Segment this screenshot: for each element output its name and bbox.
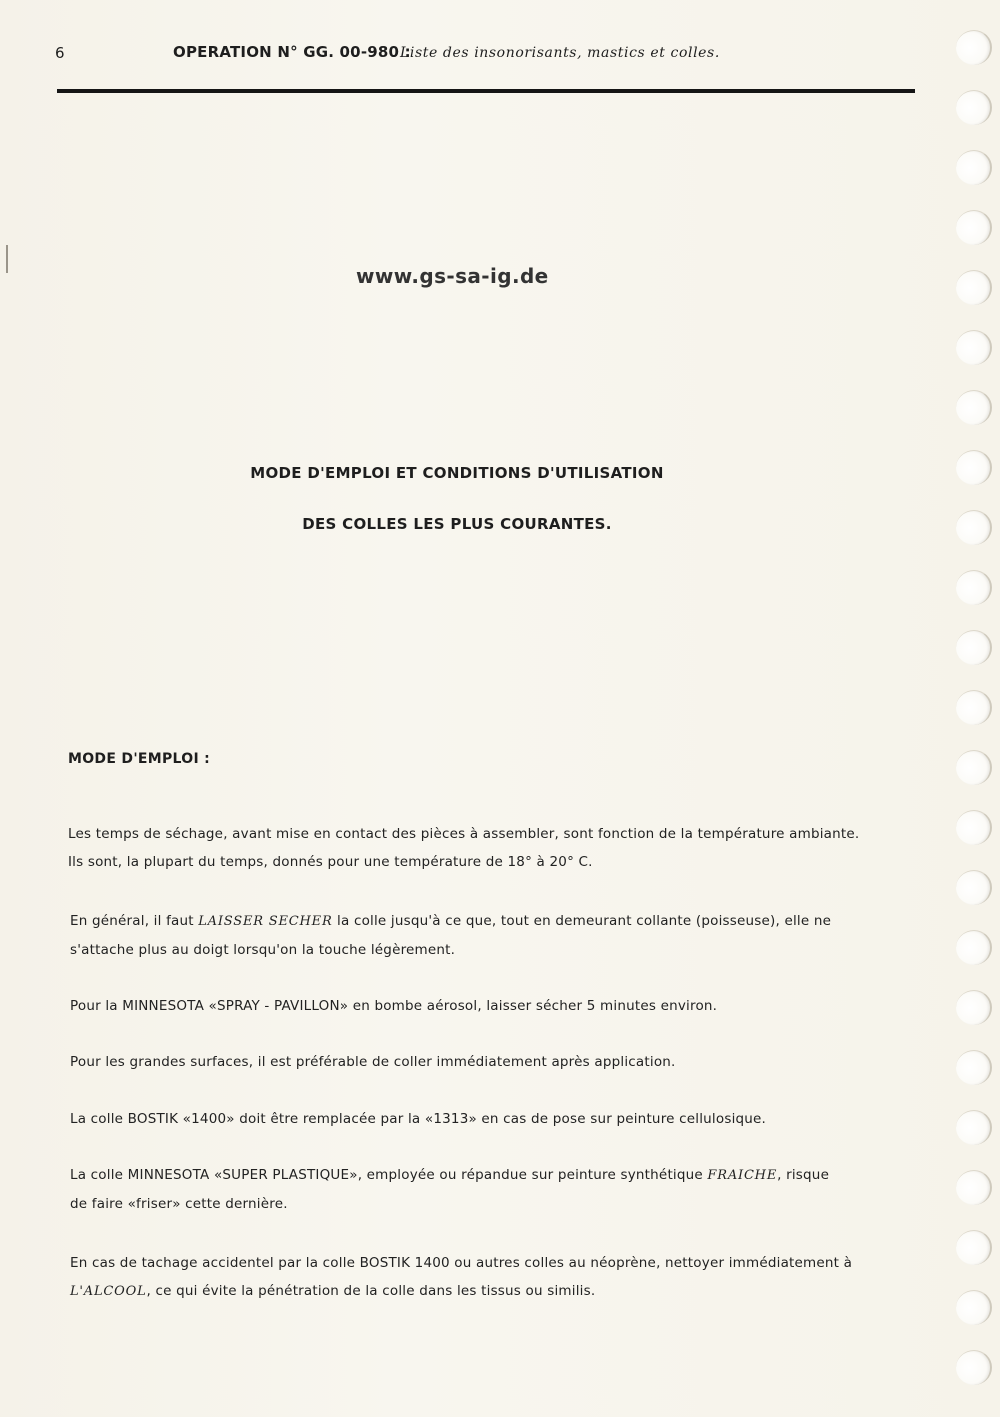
binding-hole [956, 870, 992, 905]
text-fragment: , ce qui évite la pénétration de la colle dans les tissus ou similis. [146, 1283, 596, 1299]
binding-hole [956, 1350, 992, 1385]
binding-hole [956, 510, 992, 545]
text-fragment: La colle MINNESOTA «SUPER PLASTIQUE», employée ou répandue sur peinture synthétique [70, 1167, 708, 1183]
operation-code: OPERATION N° GG. 00-980 : [173, 43, 411, 61]
binding-hole [956, 750, 992, 785]
binding-hole [956, 1290, 992, 1325]
binding-hole [956, 210, 992, 245]
page-title-line-2: DES COLLES LES PLUS COURANTES. [302, 515, 612, 533]
binding-hole [956, 270, 992, 305]
binding-hole [956, 330, 992, 365]
website-watermark: www.gs-sa-ig.de [356, 264, 549, 288]
paragraph-line: Pour la MINNESOTA «SPRAY - PAVILLON» en bombe aérosol, laisser sécher 5 minutes environ. [70, 998, 718, 1014]
binding-hole [956, 150, 992, 185]
binding-hole [956, 1110, 992, 1145]
page-title-line-1: MODE D'EMPLOI ET CONDITIONS D'UTILISATION [250, 464, 664, 482]
paragraph-stain-cleaning [70, 1249, 910, 1306]
paragraph-large-surfaces [70, 1048, 910, 1076]
header-rule [57, 89, 915, 93]
paragraph-line: En cas de tachage accidentel par la colle BOSTIK 1400 ou autres colles au néoprène, nettoyer immédiatement à [70, 1255, 853, 1271]
paragraph-drying-times [68, 820, 908, 876]
binding-hole [956, 30, 992, 65]
page-number: 6 [55, 44, 65, 62]
section-heading: MODE D'EMPLOI : [68, 751, 211, 767]
binding-holes [940, 20, 1000, 1400]
text-fragment: En général, il faut [70, 913, 199, 929]
page-header [55, 42, 925, 66]
binding-hole [956, 1230, 992, 1265]
paragraph-line: s'attache plus au doigt lorsqu'on la touche légèrement. [70, 942, 456, 958]
paragraph-bostik-1400 [70, 1105, 910, 1133]
paragraph-line [70, 1161, 910, 1190]
binding-hole [956, 630, 992, 665]
emphasis-text: FRAICHE [707, 1168, 778, 1183]
paragraph-line: La colle BOSTIK «1400» doit être remplacée par la «1313» en cas de pose sur peinture cellulosique. [70, 1111, 767, 1127]
binding-hole [956, 810, 992, 845]
paragraph-line: Ils sont, la plupart du temps, donnés pour une température de 18° à 20° C. [68, 854, 593, 870]
text-fragment: , risque [777, 1167, 830, 1183]
binding-hole [956, 1170, 992, 1205]
binding-hole [956, 930, 992, 965]
paragraph-let-dry [70, 907, 910, 964]
binding-hole [956, 450, 992, 485]
binding-hole [956, 90, 992, 125]
text-fragment: la colle jusqu'à ce que, tout en demeurant collante (poisseuse), elle ne [332, 913, 832, 929]
binding-hole [956, 1050, 992, 1085]
paragraph-line: Les temps de séchage, avant mise en contact des pièces à assembler, sont fonction de la température ambiante. [68, 826, 860, 842]
paragraph-line: de faire «friser» cette dernière. [70, 1196, 288, 1212]
binding-hole [956, 570, 992, 605]
binding-hole [956, 990, 992, 1025]
paragraph-line [70, 1277, 910, 1306]
binding-hole [956, 690, 992, 725]
emphasis-text: LAISSER SECHER [198, 914, 333, 929]
margin-mark [6, 245, 8, 273]
paragraph-line: Pour les grandes surfaces, il est préférable de coller immédiatement après application. [70, 1054, 676, 1070]
paragraph-super-plastique [70, 1161, 910, 1218]
operation-subject: Liste des insonorisants, mastics et colles. [400, 45, 720, 61]
binding-hole [956, 390, 992, 425]
paragraph-line [70, 907, 910, 936]
emphasis-text: L'ALCOOL [70, 1284, 147, 1299]
paragraph-spray [70, 992, 910, 1020]
